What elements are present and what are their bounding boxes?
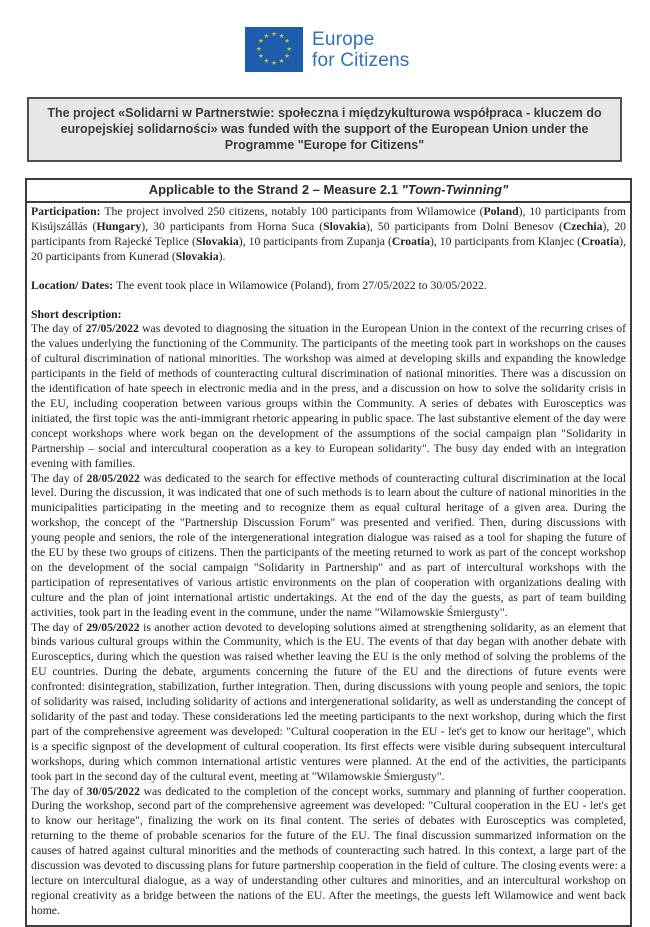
eu-star-icon: ★: [284, 52, 290, 60]
eu-star-icon: ★: [255, 45, 262, 53]
banner-line: europejskiej solidarności» was funded with the support of the European Union under the: [60, 122, 589, 136]
day-3-paragraph: The day of 29/05/2022 is another action devoted to developing solutions aimed at strengthening solidarity, as an element that binds various cultural groups within the Community, which is the EU. The events of that day began with another debate with Eurosceptics, during which the question was raised whether leaving the EU is the only method of solving the problems of the EU countries. During the debate, arguments concerning the future of the EU and the directions of future events were confronted: disintegration, stabilization, further integration. Then, during discussions with young people and seniors, the topic of solidarity was raised, including solidarity of actions and intergenerational solidarity, as well as understanding the concept of solidarity of the past and today. These considerations led the meeting participants to the next workshop, during which the first part of the comprehensive agreement was developed: "Cultural cooperation in the EU - let's get to know our heritage", which is a specific signpost of the development of cultural cooperation. Its first effects were visible during subsequent intercultural workshops, during which common international artistic ventures were planned. At the end of the activities, the participants took part in the second day of the cultural event, meeting at "Wilamowskie Śmiergusty".: [31, 620, 627, 783]
eu-star-icon: ★: [278, 32, 285, 40]
logo-text: [312, 29, 409, 71]
project-details-table: [25, 178, 632, 927]
eu-star-icon: ★: [258, 52, 264, 60]
eu-star-icon: ★: [258, 37, 264, 45]
day-4-paragraph: The day of 30/05/2022 was dedicated to the completion of the concept works, summary and planning of further cooperation. During the workshop, second part of the comprehensive agreement was developed: "Cultural cooperation in the EU - let's get to know our heritage", finalizing the work on its final content. The series of debates with Eurosceptics was completed, returning to the theme of probable scenarios for the future of the EU. The final discussion summarized information on the causes of hatred against cultural minorities and the methods of counteracting such hatred. In this context, a large part of the discussion was devoted to discussing plans for future partnership cooperation in the field of culture. The closing events were: a lecture on intercultural dialogue, as a way of understanding other cultures and minorities, and an intercultural workshop on regional creativity as a bridge between the nations of the EU. After the meetings, the guests left Wilamowice and went back home.: [31, 784, 626, 917]
funding-statement-banner: [27, 97, 622, 162]
banner-line: Programme "Europe for Citizens": [224, 138, 425, 152]
banner-line: The project «Solidarni w Partnerstwie: społeczna i międzykulturowa współpraca - kluczem do: [47, 106, 602, 120]
eu-star-icon: ★: [286, 45, 292, 53]
eu-star-icon: ★: [271, 60, 277, 68]
eu-star-icon: ★: [271, 30, 277, 38]
day-1-paragraph: The day of 27/05/2022 was devoted to diagnosing the situation in the European Union in the context of the recurring crises of the values underlying the functioning of the Community. The participants of the meeting took part in workshops on the causes of cultural discrimination of national minorities. The workshop was aimed at developing skills and expanding the knowledge participants in the field of methods of counteracting cultural discrimination of national minorities. There was a discussion on the identification of hate speech in electronic media and in the press, and a discussion on how to solve the solidarity crisis in the EU, including cooperation between various groups within the Community. A series of debates with Eurosceptics was initiated, the first topic was the anti-immigrant rhetoric appearing in public space. The last substantive element of the day were concept workshops where work began on the development of the assumptions of the social campaign plan "Solidarity in Partnership – social and intercultural cooperation as a key to European solidarity". The busy day ended with an integration evening with families.: [31, 322, 627, 470]
table-header: [27, 180, 630, 203]
table-body: [27, 203, 630, 925]
eu-star-icon: ★: [263, 58, 270, 66]
participation-paragraph: Participation: The project involved 250 citizens, notably 100 participants from Wilamowice (Poland), 10 participants from Kisújszállás (Hungary), 30 participants from Horna Suca (Slovakia), 50 participants from Dolní Benesov (Czechia), 20 participants from Rajecké Teplice (Slovakia), 10 participants from Zupanja (Croatia), 10 participants from Klanjec (Croatia), 20 participants from Kunerad (Slovakia).: [31, 205, 627, 263]
eu-star-icon: ★: [278, 58, 285, 66]
logo-text-line1: Europe: [312, 28, 375, 50]
eu-star-icon: ★: [263, 32, 270, 40]
paragraph-spacer: [31, 265, 626, 279]
eu-star-icon: ★: [284, 37, 290, 45]
table-header-measure-title: "Town-Twinning": [401, 182, 509, 197]
day-2-paragraph: The day of 28/05/2022 was dedicated to the search for effective methods of counteracting cultural discrimination at the local level. During the discussion, it was indicated that one of such methods is to learn about the culture of national minorities in the municipalities participating in the meeting and to recognize them as equal cultural heritage of a given area. During the workshop, the concept of the "Partnership Discussion Forum" was presented and verified. Then, during discussions with young people and seniors, the role of the intergenerational integration dialogue was raised as a tool for shaping the future of the EU by these two groups of citizens. Then the participants of the meeting returned to work as part of the concept workshop on the development of the social campaign "Solidarity in Partnership" and as part of intercultural workshops with the participation of representatives of various artistic environments on the plan of cooperation with organizations dealing with culture and the plan of joint international artistic undertakings. At the end of the day the guests, as part of team building activities, took part in the leading event in the commune, under the name "Wilamowskie Śmiergusty".: [31, 471, 626, 619]
table-header-text: Applicable to the Strand 2 – Measure 2.1: [148, 182, 398, 197]
location-dates-paragraph: Location/ Dates: The event took place in Wilamowice (Poland), from 27/05/2022 to 30/05/2022.: [31, 278, 487, 292]
short-description-heading: Short description:: [31, 307, 122, 321]
paragraph-spacer: [31, 294, 626, 308]
logo-text-line2: for Citizens: [312, 49, 410, 71]
eu-flag-icon: [245, 27, 303, 72]
europe-for-citizens-logo: [245, 27, 409, 72]
